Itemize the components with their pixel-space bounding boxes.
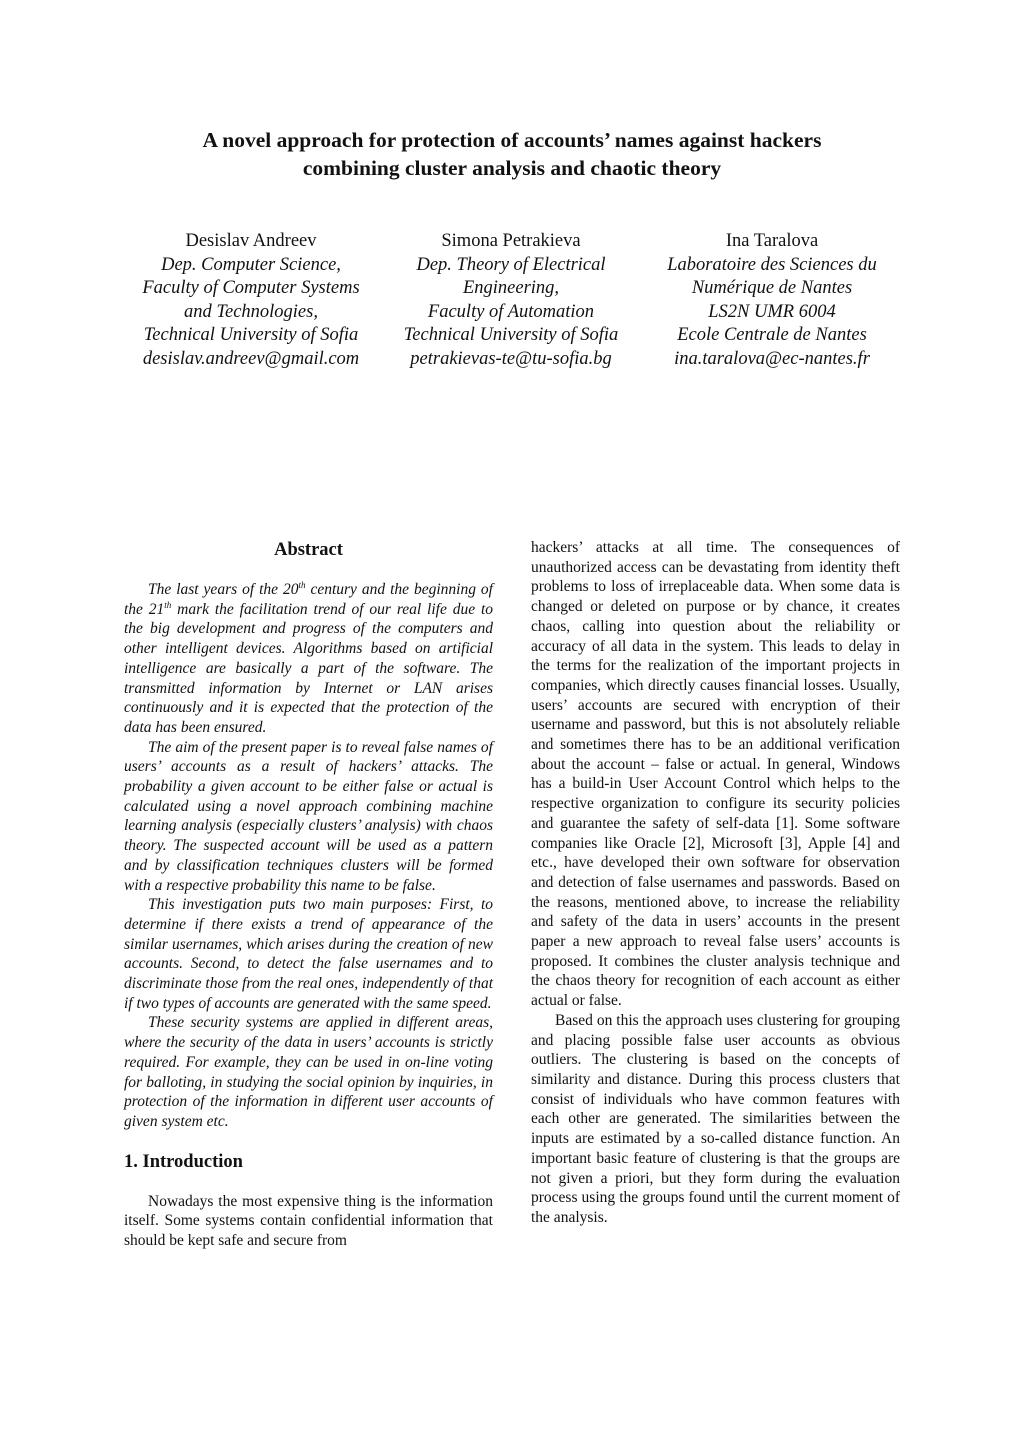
author-affiliation: Numérique de Nantes xyxy=(691,278,853,299)
author-affiliation: Dep. Theory of Electrical xyxy=(416,254,606,275)
title-line-2: combining cluster analysis and chaotic theory xyxy=(302,156,722,180)
abstract-heading: Abstract xyxy=(274,540,343,560)
author-email: petrakievas-te@tu-sofia.bg xyxy=(410,348,612,369)
author-email: ina.taralova@ec-nantes.fr xyxy=(674,348,870,369)
author-affiliation: Dep. Computer Science, xyxy=(161,254,341,275)
left-column xyxy=(124,538,493,1251)
abstract-paragraph-2: The aim of the present paper is to reveal false names of users’ accounts as a result of hackers’ attacks. The probability a given account to be either false or actual is calculated using a novel approach combining machine learning analysis (especially clusters’ analysis) with chaos theory. The suspected account will be used as a pattern and by classification techniques clusters will be formed with a respective probability this name to be false. xyxy=(124,738,493,894)
paper-title xyxy=(100,126,924,182)
author-block-3 xyxy=(637,230,907,372)
body-paragraph-2: Based on this the approach uses clustering for grouping and placing possible false user accounts as obvious outliers. The clustering is based on the concepts of similarity and distance. During this process clusters that consist of individuals who have common features with each other are generated. The similarities between the inputs are estimated by a so-called distance function. An important basic feature of clustering is that the groups are not given a priori, but they form during the evaluation process using the groups found until the current moment of the analysis. xyxy=(531,1011,900,1226)
author-name: Desislav Andreev xyxy=(185,231,317,251)
body-paragraph-1: hackers’ attacks at all time. The consequences of unauthorized access can be devastating from identity theft problems to loss of irreplaceable data. When some data is changed or deleted on purpose or by chance, it creates chaos, calling into question about the reliability or accuracy of all data in the system. This leads to delay in the terms for the realization of the important projects in companies, which directly causes financial losses. Usually, users’ accounts are secured with encryption of their username and password, but this is not absolutely reliable and sometimes there has to be an additional verification about the account – false or actual. In general, Windows has a build-in User Account Control which helps to the respective organization to configure its security policies and guarantee the safety of self-data [1]. Some software companies like Oracle [2], Microsoft [3], Apple [4] and etc., have developed their own software for observation and detection of false usernames and passwords. Based on the reasons, mentioned above, to increase the reliability and safety of the data in users’ accounts in the present paper a new approach to reveal false users’ accounts is proposed. It combines the cluster analysis technique and the chaos theory for recognition of each account as either actual or false. xyxy=(531,539,900,1010)
author-affiliation: Engineering, xyxy=(462,278,560,299)
superscript: th xyxy=(164,599,172,610)
author-affiliation: and Technologies, xyxy=(184,301,318,322)
abstract-paragraph-4: These security systems are applied in different areas, where the security of the data in users’ accounts is strictly required. For example, they can be used in on-line voting for balloting, in studying the social opinion by inquiries, in protection of the information in different user accounts of given system etc. xyxy=(124,1014,493,1130)
author-block-1 xyxy=(116,230,386,372)
author-affiliation: LS2N UMR 6004 xyxy=(708,301,836,322)
abstract-text: century and the beginning of the 21 xyxy=(124,581,493,618)
abstract-text: The last years of the 20 xyxy=(148,581,299,598)
author-affiliation: Technical University of Sofia xyxy=(403,325,619,346)
introduction-paragraph-1: Nowadays the most expensive thing is the information itself. Some systems contain confidential information that should be kept safe and secure from xyxy=(124,1192,493,1250)
abstract-paragraph-1 xyxy=(124,580,493,738)
author-email: desislav.andreev@gmail.com xyxy=(142,348,360,369)
author-block-2 xyxy=(376,230,646,372)
title-line-1: A novel approach for protection of accounts’ names against hackers xyxy=(202,128,822,152)
abstract-text: mark the facilitation trend of our real life due to the big development and progress of the computers and other intelligent devices. Algorithms based on artificial intelligence are basically a part of the software. The transmitted information by Internet or LAN arises continuously and it is expected that the protection of the data has been ensured. xyxy=(124,600,493,736)
author-affiliation: Ecole Centrale de Nantes xyxy=(677,325,867,346)
abstract-paragraph-3: This investigation puts two main purposes: First, to determine if there exists a trend of appearance of the similar usernames, which arises during the creation of new accounts. Second, to detect the false usernames and to discriminate those from the real ones, independently of that if two types of accounts are generated with the same speed. xyxy=(124,896,493,1012)
right-column xyxy=(531,538,900,1228)
author-affiliation: Technical University of Sofia xyxy=(143,325,359,346)
author-affiliation: Faculty of Automation xyxy=(427,301,595,322)
author-name: Ina Taralova xyxy=(725,231,819,251)
author-affiliation: Laboratoire des Sciences du xyxy=(667,254,877,275)
author-affiliation: Faculty of Computer Systems xyxy=(142,278,360,299)
superscript: th xyxy=(298,579,306,590)
introduction-heading: 1. Introduction xyxy=(124,1151,243,1172)
author-name: Simona Petrakieva xyxy=(441,231,581,251)
